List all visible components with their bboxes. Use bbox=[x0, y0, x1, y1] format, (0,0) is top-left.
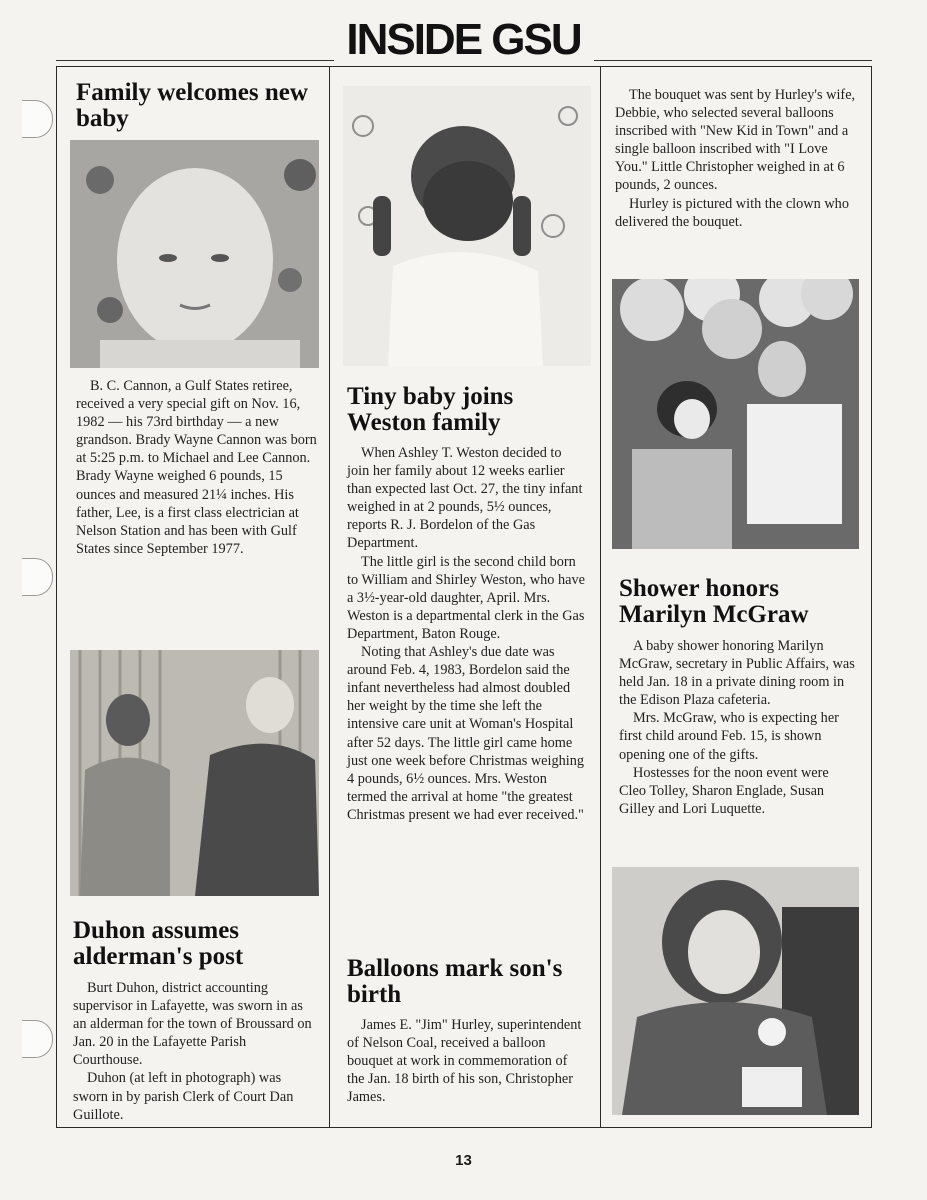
article-duhon-assumes bbox=[73, 918, 318, 1124]
article2-body bbox=[73, 979, 318, 1124]
photo-baby-ashley bbox=[343, 86, 591, 366]
paragraph: When Ashley T. Weston decided to join her family about 12 weeks earlier than expected last Oct. 27, the tiny infant weighed in at 2 pounds, 5½ ounces, reports R. J. Bordelon of the Gas Department. bbox=[347, 445, 583, 552]
masthead-rule-right bbox=[594, 60, 872, 61]
mcgraw-photo-art bbox=[612, 867, 859, 1115]
paragraph: Noting that Ashley's due date was around Feb. 4, 1983, Bordelon said the infant nevertheless had almost doubled her weight by the time she left the intensive care unit at Woman's Hospital after 52 days. The little girl came home just one week before Christmas weighing 4 pounds, 6½ ounces. Mrs. Weston termed the arrival at home "the greatest Christmas present we had ever received." bbox=[347, 644, 585, 823]
headline: Family welcomes new baby bbox=[76, 79, 308, 132]
paragraph: The little girl is the second child born to William and Shirley Weston, who have a 3½-year-old daughter, April. Mrs. Weston is a departmental clerk in the Gas Department, Baton Rouge. bbox=[347, 553, 585, 642]
paragraph: Duhon (at left in photograph) was sworn in by parish Clerk of Court Dan Guillote. bbox=[73, 1070, 294, 1123]
paragraph: James E. "Jim" Hurley, superintendent of Nelson Coal, received a balloon bouquet at work in commemoration of the Jan. 18 birth of his son, Christopher James. bbox=[347, 1017, 582, 1106]
article3-body bbox=[347, 444, 587, 824]
duhon-photo-art bbox=[70, 650, 319, 896]
photo-duhon-sworn-in bbox=[70, 650, 319, 896]
article-tiny-baby bbox=[347, 384, 587, 824]
article1-body bbox=[76, 377, 318, 558]
paragraph: Hostesses for the noon event were Cleo Tolley, Sharon Englade, Susan Gilley and Lori Luquette. bbox=[619, 764, 829, 817]
headline: Shower honors Marilyn McGraw bbox=[619, 575, 809, 628]
paragraph: Mrs. McGraw, who is expecting her first child around Feb. 15, is shown opening one of the gifts. bbox=[619, 710, 839, 763]
article4-body bbox=[347, 1016, 587, 1106]
paragraph: B. C. Cannon, a Gulf States retiree, received a very special gift on Nov. 16, 1982 — his 73rd birthday — a new grandson. Brady Wayne Cannon was born at 5:25 p.m. to Michael and Lee Cannon. Brady Wayne weighed 6 pounds, 15 ounces and measured 21¼ inches. His father, Lee, is a first class electrician at Nelson Station and has been with Gulf States since September 1977. bbox=[76, 378, 317, 557]
paragraph: Burt Duhon, district accounting supervisor in Lafayette, was sworn in as an alderman for the town of Broussard on Jan. 20 in the Lafayette Parish Courthouse. bbox=[73, 980, 312, 1069]
baby-photo-art bbox=[70, 140, 319, 368]
masthead-rule-left bbox=[56, 60, 334, 61]
article1-body-wrap bbox=[76, 377, 318, 558]
paragraph: The bouquet was sent by Hurley's wife, Debbie, who selected several balloons inscribed with "New Kid in Town" and a single balloon inscribed with "I Love You." Little Christopher weighed in at 6 pounds, 2 ounces. bbox=[615, 87, 856, 194]
article-shower-honors bbox=[619, 576, 859, 818]
headline: Tiny baby joins Weston family bbox=[347, 383, 514, 436]
binder-hole-middle bbox=[22, 558, 53, 596]
ashley-photo-art bbox=[343, 86, 591, 366]
masthead: INSIDE GSU bbox=[346, 15, 581, 64]
headline: Balloons mark son's birth bbox=[347, 955, 563, 1008]
column-divider-1 bbox=[329, 66, 330, 1128]
article-family-welcomes bbox=[76, 80, 316, 132]
binder-hole-top bbox=[22, 100, 53, 138]
article-balloons bbox=[347, 956, 587, 1106]
paragraph: A baby shower honoring Marilyn McGraw, secretary in Public Affairs, was held Jan. 18 in a private dining room in the Edison Plaza cafeteria. bbox=[619, 638, 855, 709]
paragraph: Hurley is pictured with the clown who delivered the bouquet. bbox=[615, 195, 849, 230]
hurley-photo-art bbox=[612, 279, 859, 549]
article4-continued-body bbox=[615, 86, 857, 231]
page-number: 13 bbox=[455, 1152, 472, 1169]
article5-body bbox=[619, 637, 859, 818]
photo-marilyn-mcgraw bbox=[612, 867, 859, 1115]
photo-baby-brady bbox=[70, 140, 319, 368]
headline: Duhon assumes alderman's post bbox=[73, 917, 244, 970]
column-divider-2 bbox=[600, 66, 601, 1128]
binder-hole-bottom bbox=[22, 1020, 53, 1058]
article-balloons-continued bbox=[615, 86, 857, 231]
photo-hurley-clown bbox=[612, 279, 859, 549]
